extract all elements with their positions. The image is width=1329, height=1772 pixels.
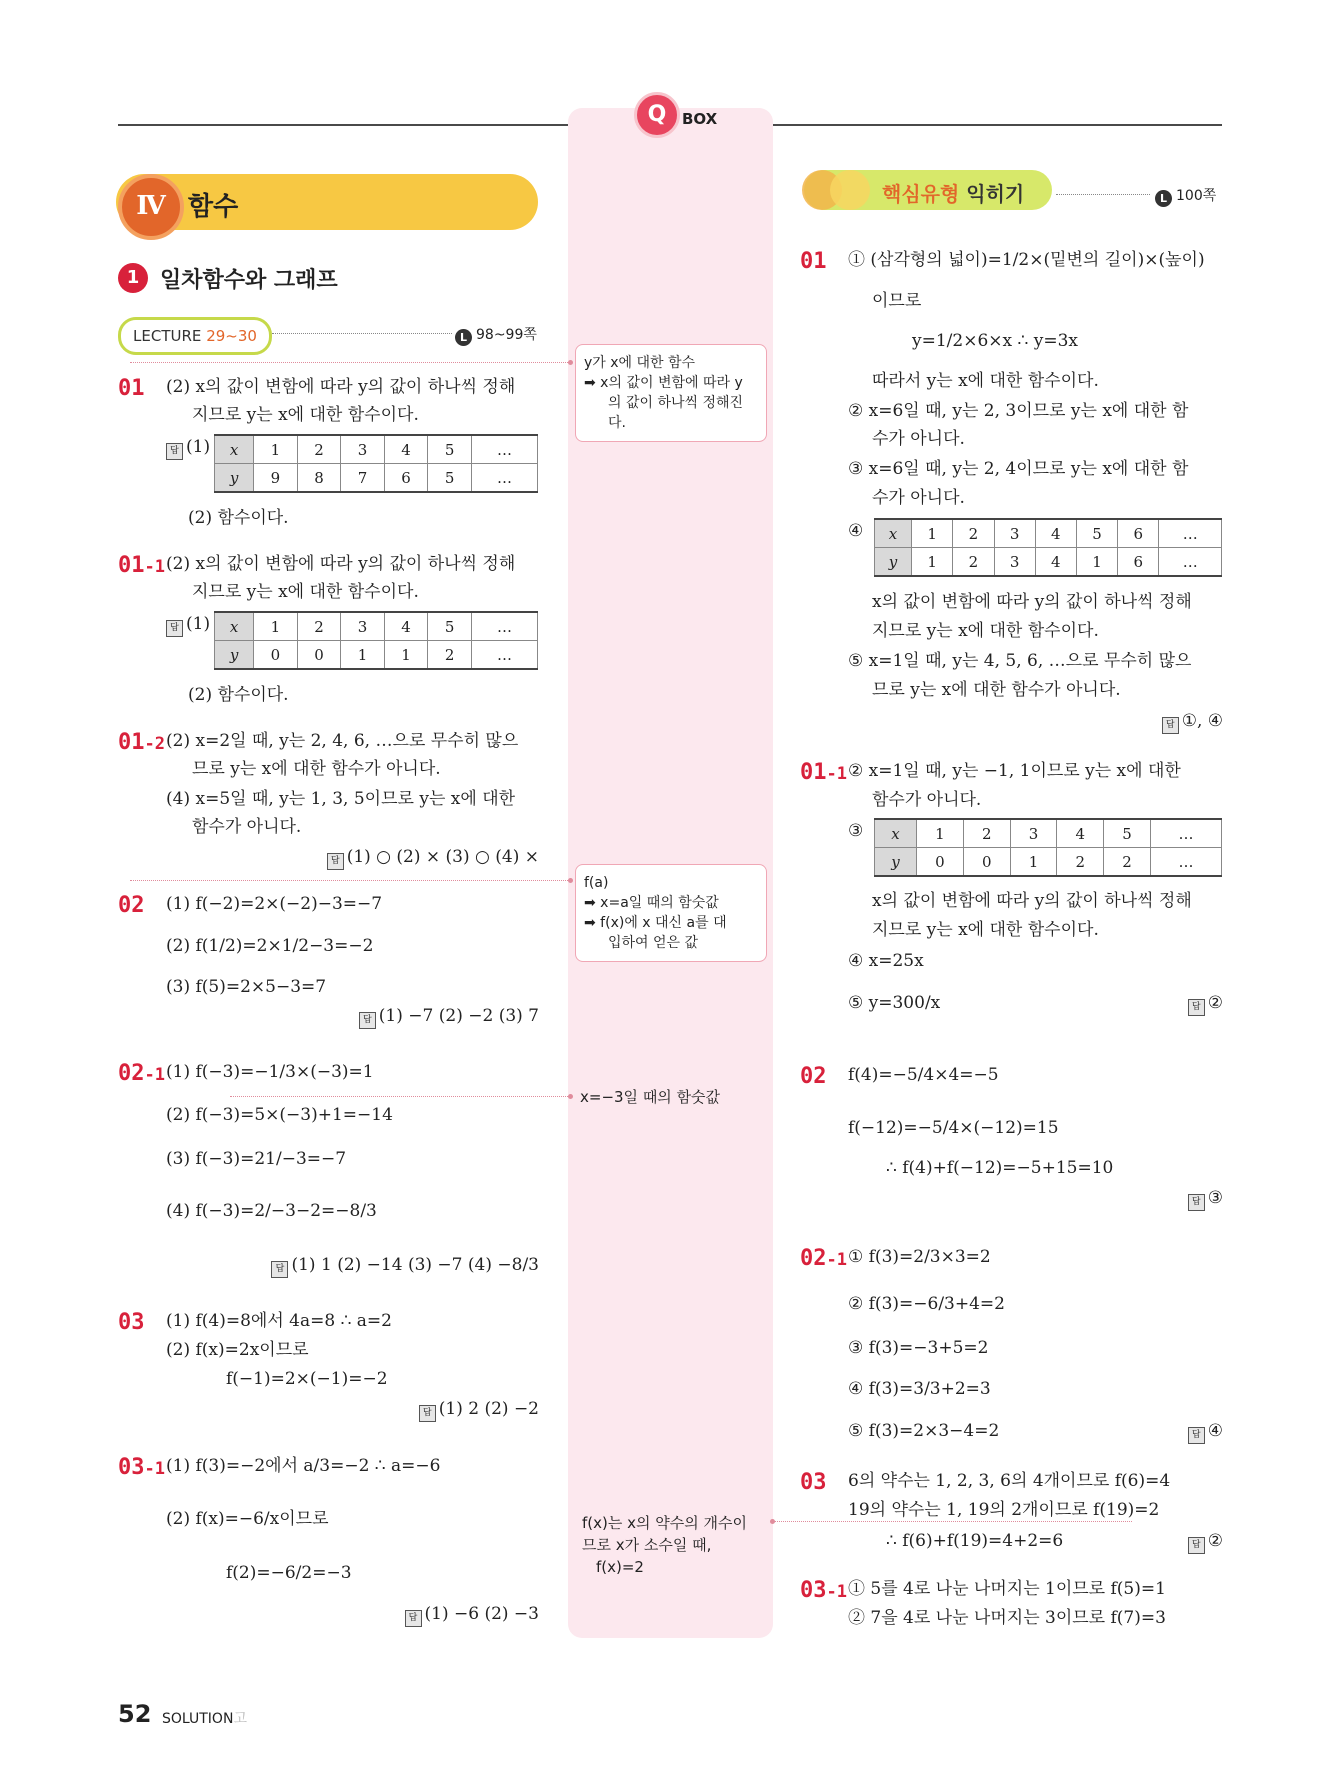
lecture-range: 29~30 (206, 327, 257, 345)
solution-line: 므로 y는 x에 대한 함수가 아니다. (192, 759, 441, 779)
solution-line: (4) f(−3)=2/−3−2=−8/3 (166, 1201, 377, 1221)
right-page-ref (1155, 185, 1216, 207)
solution-line: 지므로 y는 x에 대한 함수이다. (872, 920, 1099, 940)
answer-icon: 답 (327, 853, 344, 870)
value-table: x 1 2 3 4 5 6 … y 1 2 3 4 1 6 … (874, 518, 1222, 577)
right-header-dotted-rule (1056, 194, 1150, 195)
problem-number: 03 (118, 1310, 145, 1335)
solution-line: (1) f(4)=8에서 4a=8 ∴ a=2 (166, 1311, 392, 1331)
banner-circle-icon (830, 170, 870, 210)
lecture-l-icon: L (455, 329, 472, 346)
answer-icon: 답 (1188, 999, 1205, 1016)
solution-line: y=1/2×6×x ∴ y=3x (912, 331, 1078, 351)
answer-icon: 답 (1162, 717, 1179, 734)
solution-line: f(2)=−6/2=−3 (226, 1563, 352, 1583)
solution-line: ∴ f(4)+f(−12)=−5+15=10 (886, 1158, 1114, 1178)
answer-line: 답 (1) −6 (2) −3 (405, 1603, 540, 1627)
solution-line: x의 값이 변함에 따라 y의 값이 하나씩 정해 (872, 592, 1192, 612)
solution-line: ② 7을 4로 나눈 나머지는 3이므로 f(7)=3 (848, 1608, 1166, 1628)
note-connector-dot (568, 360, 573, 365)
section-title: 일차함수와 그래프 (160, 268, 338, 293)
lecture-dotted-rule (272, 333, 452, 334)
solution-line: ① (삼각형의 넓이)=1/2×(밑변의 길이)×(높이) (848, 250, 1205, 270)
note-function-def: y가 x에 대한 함수 ➡ x의 값이 변함에 따라 y 의 값이 하나씩 정해진 다. (575, 344, 767, 442)
chapter-title: 함수 (188, 192, 239, 222)
problem-number: 03 (800, 1470, 827, 1495)
solution-line: (2) f(x)=2x이므로 (166, 1340, 309, 1360)
answer-line: 답 (1) 2 (2) −2 (419, 1398, 539, 1422)
solution-line: 이므로 (872, 291, 922, 311)
problem-number: 02-1 (800, 1246, 847, 1271)
lecture-label: LECTURE (133, 327, 202, 345)
solution-line: ③ x=6일 때, y는 2, 4이므로 y는 x에 대한 함 (848, 459, 1189, 479)
solution-line: 지므로 y는 x에 대한 함수이다. (872, 621, 1099, 641)
answer-icon: 답 (359, 1012, 376, 1029)
solution-line: 따라서 y는 x에 대한 함수이다. (872, 371, 1099, 391)
solution-line: ② f(3)=−6/3+4=2 (848, 1294, 1005, 1314)
solution-line: ④ f(3)=3/3+2=3 (848, 1379, 991, 1399)
solution-line: (2) 함수이다. (188, 685, 289, 705)
answer-icon: 답 (166, 443, 183, 460)
solution-line: x의 값이 변함에 따라 y의 값이 하나씩 정해 (872, 891, 1192, 911)
solution-line: (2) x의 값이 변함에 따라 y의 값이 하나씩 정해 (166, 554, 516, 574)
solution-line: (1) f(−3)=−1/3×(−3)=1 (166, 1062, 374, 1082)
solution-line: f(4)=−5/4×4=−5 (848, 1065, 999, 1085)
answer-line: 답 (1) ○ (2) × (3) ○ (4) × (327, 846, 539, 870)
answer-line: 답 ③ (1188, 1187, 1223, 1211)
solution-line: 함수가 아니다. (192, 817, 302, 837)
value-table: x 1 2 3 4 5 … y 9 8 7 6 5 … (214, 434, 538, 493)
footer-label: SOLUTION고 (162, 1711, 247, 1727)
solution-line: 19의 약수는 1, 19의 2개이므로 f(19)=2 (848, 1500, 1160, 1520)
solution-line: (2) f(x)=−6/x이므로 (166, 1509, 329, 1529)
answer-icon: 답 (166, 620, 183, 637)
solution-line: 므로 y는 x에 대한 함수가 아니다. (872, 680, 1121, 700)
solution-line: (4) x=5일 때, y는 1, 3, 5이므로 y는 x에 대한 (166, 789, 516, 809)
answer-icon: 답 (405, 1610, 422, 1627)
solution-line: ⑤ f(3)=2×3−4=2 (848, 1421, 1000, 1441)
answer-icon: 답 (1188, 1194, 1205, 1211)
answer-label: 답 (1) (166, 436, 210, 460)
note-connector (130, 362, 570, 363)
problem-number: 03-1 (118, 1455, 165, 1480)
solution-line: ② x=1일 때, y는 −1, 1이므로 y는 x에 대한 (848, 761, 1181, 781)
q-box-label: BOX (682, 110, 718, 128)
chapter-number: Ⅳ (118, 174, 184, 240)
solution-line: (2) 함수이다. (188, 508, 289, 528)
note-fa: f(a) ➡ x=a일 때의 함숫값 ➡ f(x)에 x 대신 a를 대 입하여 얻은 값 (575, 864, 767, 962)
solution-line: 함수가 아니다. (872, 790, 982, 810)
lecture-page-ref (455, 324, 537, 346)
answer-icon: 답 (271, 1261, 288, 1278)
solution-line: ⑤ y=300/x (848, 993, 941, 1013)
solution-line: (3) f(5)=2×5−3=7 (166, 977, 327, 997)
answer-label: 답 (1) (166, 613, 210, 637)
problem-number: 01 (118, 376, 145, 401)
solution-line: ① f(3)=2/3×3=2 (848, 1247, 991, 1267)
answer-line: 답 (1) −7 (2) −2 (3) 7 (359, 1005, 539, 1029)
right-section-title: 핵심유형 익히기 (882, 182, 1025, 206)
section-number: 1 (118, 263, 148, 293)
top-rule-left (118, 124, 570, 126)
solution-line: 지므로 y는 x에 대한 함수이다. (192, 582, 419, 602)
solution-line: 6의 약수는 1, 2, 3, 6의 4개이므로 f(6)=4 (848, 1471, 1171, 1491)
solution-line: (2) x=2일 때, y는 2, 4, 6, …으로 무수히 많으 (166, 731, 519, 751)
right-l-icon: L (1155, 190, 1172, 207)
note-connector-dot (568, 878, 573, 883)
solution-line: 수가 아니다. (872, 488, 965, 508)
solution-line: (2) x의 값이 변함에 따라 y의 값이 하나씩 정해 (166, 377, 516, 397)
q-icon: Q (634, 92, 680, 138)
note-connector (230, 1096, 570, 1097)
solution-line: ③ f(3)=−3+5=2 (848, 1338, 989, 1358)
answer-line: 답 ② (1188, 1530, 1223, 1554)
note-connector (772, 1521, 1132, 1522)
solution-line: ① 5를 4로 나눈 나머지는 1이므로 f(5)=1 (848, 1579, 1166, 1599)
note-divisor-count: f(x)는 x의 약수의 개수이 므로 x가 소수일 때, f(x)=2 (582, 1514, 747, 1576)
solution-line: f(−1)=2×(−1)=−2 (226, 1369, 388, 1389)
solution-line: ② x=6일 때, y는 2, 3이므로 y는 x에 대한 함 (848, 401, 1189, 421)
problem-number: 01-1 (118, 553, 165, 578)
solution-line: (2) f(−3)=5×(−3)+1=−14 (166, 1105, 393, 1125)
solution-line: (1) f(3)=−2에서 a/3=−2 ∴ a=−6 (166, 1456, 441, 1476)
table-label: ③ (848, 821, 864, 841)
value-table: x 1 2 3 4 5 … y 0 0 1 2 2 … (874, 818, 1222, 877)
answer-line: 답 (1) 1 (2) −14 (3) −7 (4) −8/3 (271, 1254, 539, 1278)
solution-line: ④ x=25x (848, 951, 924, 971)
table-label: ④ (848, 521, 864, 541)
solution-line: (2) f(1/2)=2×1/2−3=−2 (166, 936, 374, 956)
problem-number: 01-1 (800, 760, 847, 785)
solution-line: 수가 아니다. (872, 429, 965, 449)
solution-line: ⑤ x=1일 때, y는 4, 5, 6, …으로 무수히 많으 (848, 651, 1192, 671)
answer-line: 답 ② (1188, 992, 1223, 1016)
answer-icon: 답 (419, 1405, 436, 1422)
solution-line: (3) f(−3)=21/−3=−7 (166, 1149, 347, 1169)
answer-icon: 답 (1188, 1537, 1205, 1554)
solution-line: ∴ f(6)+f(19)=4+2=6 (886, 1531, 1064, 1551)
note-connector (130, 880, 570, 881)
top-rule-right (772, 124, 1222, 126)
lecture-tag (118, 317, 272, 355)
answer-line: 답 ①, ④ (1162, 710, 1223, 734)
note-function-value: x=−3일 때의 함숫값 (580, 1088, 721, 1106)
problem-number: 02-1 (118, 1061, 165, 1086)
problem-number: 01 (800, 249, 827, 274)
answer-icon: 답 (1188, 1427, 1205, 1444)
right-pages: 100쪽 (1176, 188, 1217, 204)
answer-line: 답 ④ (1188, 1420, 1223, 1444)
lecture-pages: 98~99쪽 (476, 327, 537, 343)
note-connector-dot (568, 1094, 573, 1099)
value-table: x 1 2 3 4 5 … y 0 0 1 1 2 … (214, 611, 538, 670)
page-number: 52 (118, 1700, 152, 1728)
note-connector-dot (770, 1519, 775, 1524)
solution-line: 지므로 y는 x에 대한 함수이다. (192, 405, 419, 425)
problem-number: 01-2 (118, 730, 165, 755)
solution-line: (1) f(−2)=2×(−2)−3=−7 (166, 894, 383, 914)
problem-number: 03-1 (800, 1578, 847, 1603)
problem-number: 02 (118, 893, 145, 918)
solution-line: f(−12)=−5/4×(−12)=15 (848, 1118, 1059, 1138)
problem-number: 02 (800, 1064, 827, 1089)
